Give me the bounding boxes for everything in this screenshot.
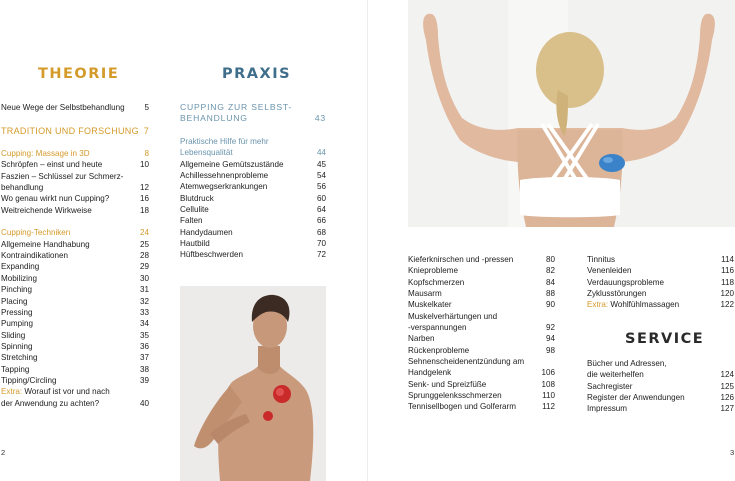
man-cupping-photo <box>180 286 326 481</box>
col2-list <box>587 254 734 299</box>
toc-entry[interactable] <box>1 352 149 363</box>
toc-entry-page <box>551 356 555 367</box>
toc-entry-page: 125 <box>720 381 734 391</box>
toc-entry-page: 118 <box>721 277 734 287</box>
service-list <box>587 358 734 415</box>
toc-entry[interactable] <box>587 288 734 299</box>
toc-entry[interactable] <box>1 330 149 341</box>
toc-entry-page: 114 <box>721 255 734 264</box>
praxis-toc <box>180 102 326 261</box>
toc-entry[interactable] <box>408 288 555 299</box>
toc-entry-page: 116 <box>721 266 734 276</box>
toc-entry-page: 10 <box>139 160 149 170</box>
toc-entry-title: -verspannungen <box>408 323 467 333</box>
toc-entry-page: 84 <box>545 277 555 287</box>
toc-entry-intro[interactable]: Praktische Hilfe für mehr <box>180 137 269 147</box>
toc-entry-page: 108 <box>541 379 555 389</box>
toc-entry[interactable] <box>1 159 149 170</box>
toc-entry[interactable] <box>587 277 734 288</box>
toc-entry-title: Muskelkater <box>408 300 452 310</box>
toc-entry[interactable] <box>408 322 555 333</box>
toc-entry-page: 88 <box>545 289 555 299</box>
toc-entry-extra-cont[interactable]: der Anwendung zu achten? 40 <box>1 398 149 408</box>
toc-entry[interactable] <box>408 379 555 390</box>
toc-entry-page: 98 <box>545 345 555 355</box>
toc-entry[interactable] <box>180 193 326 204</box>
toc-entry-title: Allgemeine Handhabung <box>1 239 90 249</box>
toc-entry[interactable] <box>408 254 555 265</box>
toc-entry[interactable] <box>408 311 555 322</box>
toc-entry-page: 29 <box>139 262 149 272</box>
toc-entry-page: 106 <box>541 368 555 378</box>
toc-entry-page: 124 <box>720 370 734 380</box>
toc-entry-title: Impressum <box>587 404 628 414</box>
toc-entry-page: 25 <box>139 239 149 249</box>
toc-entry[interactable] <box>1 364 149 375</box>
toc-entry-page: 12 <box>139 183 149 193</box>
toc-entry-page: 68 <box>316 227 326 237</box>
section-cupping-selbstbehandlung[interactable]: CUPPING ZUR SELBST- <box>180 102 293 112</box>
toc-entry-title: Narben <box>408 334 435 344</box>
toc-entry[interactable] <box>1 284 149 295</box>
toc-entry[interactable] <box>1 182 149 193</box>
toc-entry[interactable] <box>180 215 326 226</box>
toc-entry-title: behandlung <box>1 183 44 193</box>
toc-entry-page: 38 <box>139 364 149 374</box>
toc-entry[interactable] <box>1 341 149 352</box>
toc-entry-title: Tinnitus <box>587 255 616 264</box>
toc-entry-title: Verdauungsprobleme <box>587 277 664 287</box>
toc-entry-page: 31 <box>139 285 149 295</box>
toc-entry-title: Bücher und Adressen, <box>587 359 667 368</box>
toc-entry-title: Sachregister <box>587 381 633 391</box>
toc-entry-page: 30 <box>139 273 149 283</box>
toc-entry[interactable] <box>1 193 149 204</box>
toc-entry-title: Cupping: Massage in 3D <box>1 149 90 159</box>
toc-entry-title: Kopfschmerzen <box>408 277 465 287</box>
toc-entry-title: die weiterhelfen <box>587 370 644 380</box>
toc-entry[interactable]: Neue Wege der Selbstbehandlung 5 <box>1 103 149 112</box>
toc-entry-title: Expanding <box>1 262 40 272</box>
section-cupping-selbstbehandlung-cont[interactable]: BEHANDLUNG 43 <box>180 113 326 124</box>
toc-entry[interactable] <box>408 390 555 401</box>
toc-entry-page: 16 <box>139 194 149 204</box>
toc-entry[interactable] <box>1 239 149 250</box>
toc-entry-page: 70 <box>316 239 326 249</box>
toc-entry[interactable] <box>408 265 555 276</box>
toc-entry-page: 120 <box>720 289 734 299</box>
toc-entry[interactable] <box>1 250 149 261</box>
toc-entry[interactable] <box>587 392 734 403</box>
toc-entry-page: 112 <box>542 402 555 412</box>
toc-entry-page: 126 <box>720 393 734 403</box>
toc-entry-title: Pinching <box>1 285 33 295</box>
praxis-heading: PRAXIS <box>222 66 292 82</box>
tradition-list <box>1 148 149 216</box>
toc-entry[interactable] <box>408 333 555 344</box>
toc-entry-title: Schröpfen – einst und heute <box>1 160 103 170</box>
toc-entry-title: Muskelverhärtungen und <box>408 311 498 321</box>
toc-entry-page: 28 <box>139 251 149 261</box>
toc-entry-page: 8 <box>144 149 149 159</box>
toc-entry-title: Placing <box>1 296 28 306</box>
toc-entry[interactable] <box>1 318 149 329</box>
toc-entry-page: 36 <box>139 341 149 351</box>
section-tradition[interactable]: TRADITION UND FORSCHUNG 7 <box>1 125 149 136</box>
toc-entry-page: 66 <box>316 216 326 226</box>
toc-entry-page: 64 <box>316 205 326 215</box>
left-page <box>0 0 367 481</box>
toc-entry-page <box>730 358 734 369</box>
toc-entry-page: 60 <box>316 193 326 203</box>
toc-entry[interactable] <box>1 148 149 159</box>
toc-entry-page: 56 <box>316 182 326 192</box>
toc-entry-title: Zyklusstörungen <box>587 289 647 299</box>
toc-entry-title: Tennisellbogen und Golferarm <box>408 402 516 412</box>
right-page <box>368 0 735 481</box>
page-number-left: 2 <box>1 448 6 457</box>
toc-entry-title: Sliding <box>1 330 26 340</box>
toc-entry-title: Wo genau wirkt nun Cupping? <box>1 194 110 204</box>
technik-list <box>1 227 149 386</box>
page-number-right: 3 <box>730 448 735 457</box>
toc-entry-title: Allgemeine Gemütszustände <box>180 159 284 169</box>
theorie-toc <box>1 102 149 409</box>
toc-entry-title: Faszien – Schlüssel zur Schmerz- <box>1 171 124 181</box>
toc-entry[interactable] <box>1 171 149 182</box>
toc-entry-extra[interactable]: Extra: Worauf ist vor und nach <box>1 387 110 397</box>
toc-entry[interactable] <box>180 170 326 181</box>
toc-entry[interactable] <box>587 369 734 380</box>
toc-entry-page: 33 <box>139 307 149 317</box>
right-toc-col1 <box>408 254 555 413</box>
toc-entry-page: 82 <box>545 266 555 276</box>
toc-entry[interactable] <box>1 205 149 216</box>
toc-entry-title: Mobilizing <box>1 273 37 283</box>
toc-entry[interactable] <box>408 277 555 288</box>
toc-entry-title: Cellulite <box>180 205 209 215</box>
toc-entry-page: 24 <box>139 228 149 238</box>
toc-entry-page <box>551 311 555 322</box>
toc-entry-title: Kieferknirschen und -pressen <box>408 255 514 264</box>
toc-entry[interactable] <box>1 296 149 307</box>
right-toc-col2 <box>587 254 734 311</box>
toc-entry-page: 32 <box>139 296 149 306</box>
toc-entry-title: Hautbild <box>180 239 210 249</box>
toc-entry[interactable] <box>408 345 555 356</box>
toc-entry[interactable] <box>180 227 326 238</box>
toc-entry-page: 110 <box>542 391 555 401</box>
toc-entry-page: 72 <box>316 250 326 260</box>
toc-entry-page: 80 <box>545 255 555 264</box>
toc-entry-page: 39 <box>139 375 149 385</box>
toc-entry[interactable] <box>1 227 149 238</box>
woman-cupping-photo <box>408 0 735 227</box>
toc-entry[interactable] <box>180 249 326 260</box>
toc-entry[interactable] <box>1 273 149 284</box>
service-toc <box>587 358 734 415</box>
toc-entry[interactable] <box>1 375 149 386</box>
toc-entry-page: 90 <box>545 300 555 310</box>
toc-entry[interactable] <box>587 381 734 392</box>
toc-entry[interactable] <box>408 299 555 310</box>
toc-entry[interactable] <box>408 367 555 378</box>
toc-entry-title: Cupping-Techniken <box>1 228 71 238</box>
toc-entry[interactable] <box>408 401 555 412</box>
toc-entry[interactable] <box>180 204 326 215</box>
toc-entry-title: Sehnenscheidenentzündung am <box>408 357 525 367</box>
toc-entry[interactable] <box>587 254 734 265</box>
toc-entry[interactable] <box>1 307 149 318</box>
toc-entry[interactable] <box>587 265 734 276</box>
toc-entry-title: Handgelenk <box>408 368 452 378</box>
toc-entry-title: Weitreichende Wirkweise <box>1 205 92 215</box>
toc-entry[interactable] <box>180 159 326 170</box>
service-heading: SERVICE <box>625 331 705 347</box>
toc-entry-page: 94 <box>545 334 555 344</box>
toc-entry-title: Blutdruck <box>180 193 214 203</box>
toc-entry-title: Atemwegserkrankungen <box>180 182 268 192</box>
toc-entry[interactable] <box>180 238 326 249</box>
toc-entry-extra[interactable]: Extra: Wohlfühlmassagen 122 <box>587 300 734 310</box>
toc-entry-title: Falten <box>180 216 203 226</box>
theorie-heading: THEORIE <box>38 66 120 82</box>
toc-entry[interactable] <box>587 403 734 414</box>
toc-entry-title: Tapping <box>1 364 30 374</box>
toc-entry-page: 37 <box>139 353 149 363</box>
toc-entry-title: Kontraindikationen <box>1 251 69 261</box>
toc-entry-page: 127 <box>720 404 734 414</box>
toc-entry-page: 92 <box>545 323 555 333</box>
toc-entry-intro-cont[interactable]: Lebensqualität 44 <box>180 148 326 158</box>
toc-entry-page <box>145 171 149 182</box>
toc-entry-page: 35 <box>139 330 149 340</box>
toc-entry-title: Mausarm <box>408 289 442 299</box>
toc-entry[interactable] <box>180 181 326 192</box>
toc-entry[interactable] <box>1 261 149 272</box>
toc-entry-title: Tipping/Circling <box>1 375 57 385</box>
toc-entry-title: Pressing <box>1 307 33 317</box>
toc-entry-page: 45 <box>316 159 326 169</box>
col1-list <box>408 254 555 413</box>
toc-entry-page: 34 <box>139 319 149 329</box>
toc-entry-title: Register der Anwendungen <box>587 393 685 403</box>
toc-entry-title: Pumping <box>1 319 33 329</box>
toc-entry-title: Hüftbeschwerden <box>180 250 243 260</box>
toc-entry-page: 18 <box>139 205 149 215</box>
praxis-list <box>180 159 326 261</box>
toc-entry-title: Stretching <box>1 353 38 363</box>
toc-entry-title: Spinning <box>1 341 33 351</box>
toc-entry-title: Knieprobleme <box>408 266 458 276</box>
toc-entry-title: Senk- und Spreizfüße <box>408 379 487 389</box>
toc-entry-title: Achillessehnenprobleme <box>180 171 269 181</box>
toc-entry-title: Sprunggelenksschmerzen <box>408 391 502 401</box>
toc-entry-title: Handydaumen <box>180 227 233 237</box>
toc-entry[interactable] <box>587 358 734 369</box>
toc-entry-title: Rückenprobleme <box>408 345 470 355</box>
toc-entry-page: 54 <box>316 171 326 181</box>
toc-entry[interactable] <box>408 356 555 367</box>
toc-entry-title: Venenleiden <box>587 266 632 276</box>
